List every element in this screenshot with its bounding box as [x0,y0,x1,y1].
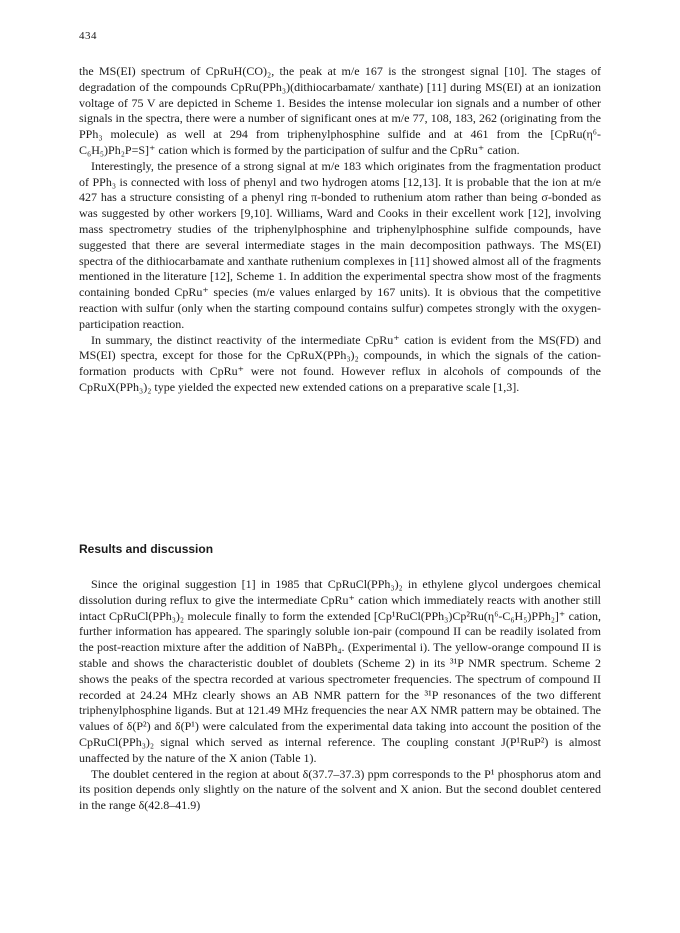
paragraph: Since the original suggestion [1] in 1985 that CpRuCl(PPh₃)₂ in ethylene glycol undergoes chemical dissolution during reflux to give the intermediate CpRu⁺ cation which immediately reacts with another still intact CpRuCl(PPh₃)₂ molecule finally to form the extended [Cp¹RuCl(PPh₃)Cp²Ru(η⁶-C₆H₅)PPh₂]⁺ cation, further information has appeared. The sparingly soluble ion-pair (compound II can be readily isolated from the post-reaction mixture after the addition of NaBPh₄. (Experimental i). The yellow-orange compound II is stable and shows the characteristic doublet of doublets (Scheme 2) in its ³¹P NMR spectrum. Scheme 2 shows the peaks of the spectra recorded at various spectrometer frequencies. The spectrum of compound II recorded at 24.24 MHz clearly shows an AB NMR pattern for the ³¹P resonances of the two different triphenylphosphine ligands. But at 121.49 MHz frequencies the near AX NMR pattern may be obtained. The values of δ(P²) and δ(P¹) were calculated from the experimental data taking into account the position of the CpRuCl(PPh₃)₂ signal which served as internal reference. The coupling constant J(P¹RuP²) is almost unaffected by the nature of the X anion (Table 1). [79,577,601,765]
paragraph: Interestingly, the presence of a strong signal at m/e 183 which originates from the fragmentation product of PPh₃ is connected with loss of phenyl and two hydrogen atoms [12,13]. It is probable that the ion at m/e 427 has a structure consisting of a phenyl ring π-bonded to ruthenium atom rather than being σ-bonded as was suggested by other workers [9,10]. Williams, Ward and Cooks in their excellent work [12], involving mass spectrometry studies of the triphenylphosphine and triphenylphosphine sulfide compounds, have suggested that there are several intermediate stages in the main decomposition pathways. The MS(EI) spectra of the dithiocarbamate and xanthate ruthenium complexes in [11] showed almost all of the fragments mentioned in the literature [12], Scheme 1. In addition the experimental spectra show most of the fragments containing bonded CpRu⁺ species (m/e values enlarged by 167 units). It is obvious that the competitive reaction with sulfur (only when the starting compound contains sulfur) competes strongly with the oxygen-participation reaction. [79,158,601,331]
page-number: 434 [79,30,97,42]
intro-text [79,64,601,396]
section-heading: Results and discussion [79,542,214,556]
results-text [79,577,601,814]
paragraph: In summary, the distinct reactivity of the intermediate CpRu⁺ cation is evident from the MS(FD) and MS(EI) spectra, except for those for the CpRuX(PPh₃)₂ compounds, in which the signals of the cation-formation products with CpRu⁺ were not found. However reflux in alcohols of compounds of the CpRuX(PPh₃)₂ type yielded the expected new extended cations on a preparative scale [1,3]. [79,332,601,394]
paragraph: The doublet centered in the region at about δ(37.7–37.3) ppm corresponds to the P¹ phosphorus atom and its position depends only slightly on the nature of the solvent and X anion. But the second doublet centered in the range δ(42.8–41.9) [79,766,601,813]
paragraph: the MS(EI) spectrum of CpRuH(CO)₂, the peak at m/e 167 is the strongest signal [10]. The stages of degradation of the compounds CpRu(PPh₃)(dithiocarbamate/ xanthate) [11] during MS(EI) at an ionization voltage of 75 V are depicted in Scheme 1. Besides the intense molecular ion signals and a number of other signals in the spectra, there were a number of significant ones at m/e 77, 108, 183, 262 (originating from the PPh₃ molecule) as well at 294 from triphenylphosphine sulfide and at 461 from the [CpRu(η⁶-C₆H₅)Ph₂P=S]⁺ cation which is formed by the participation of sulfur and the CpRu⁺ cation. [79,64,601,157]
